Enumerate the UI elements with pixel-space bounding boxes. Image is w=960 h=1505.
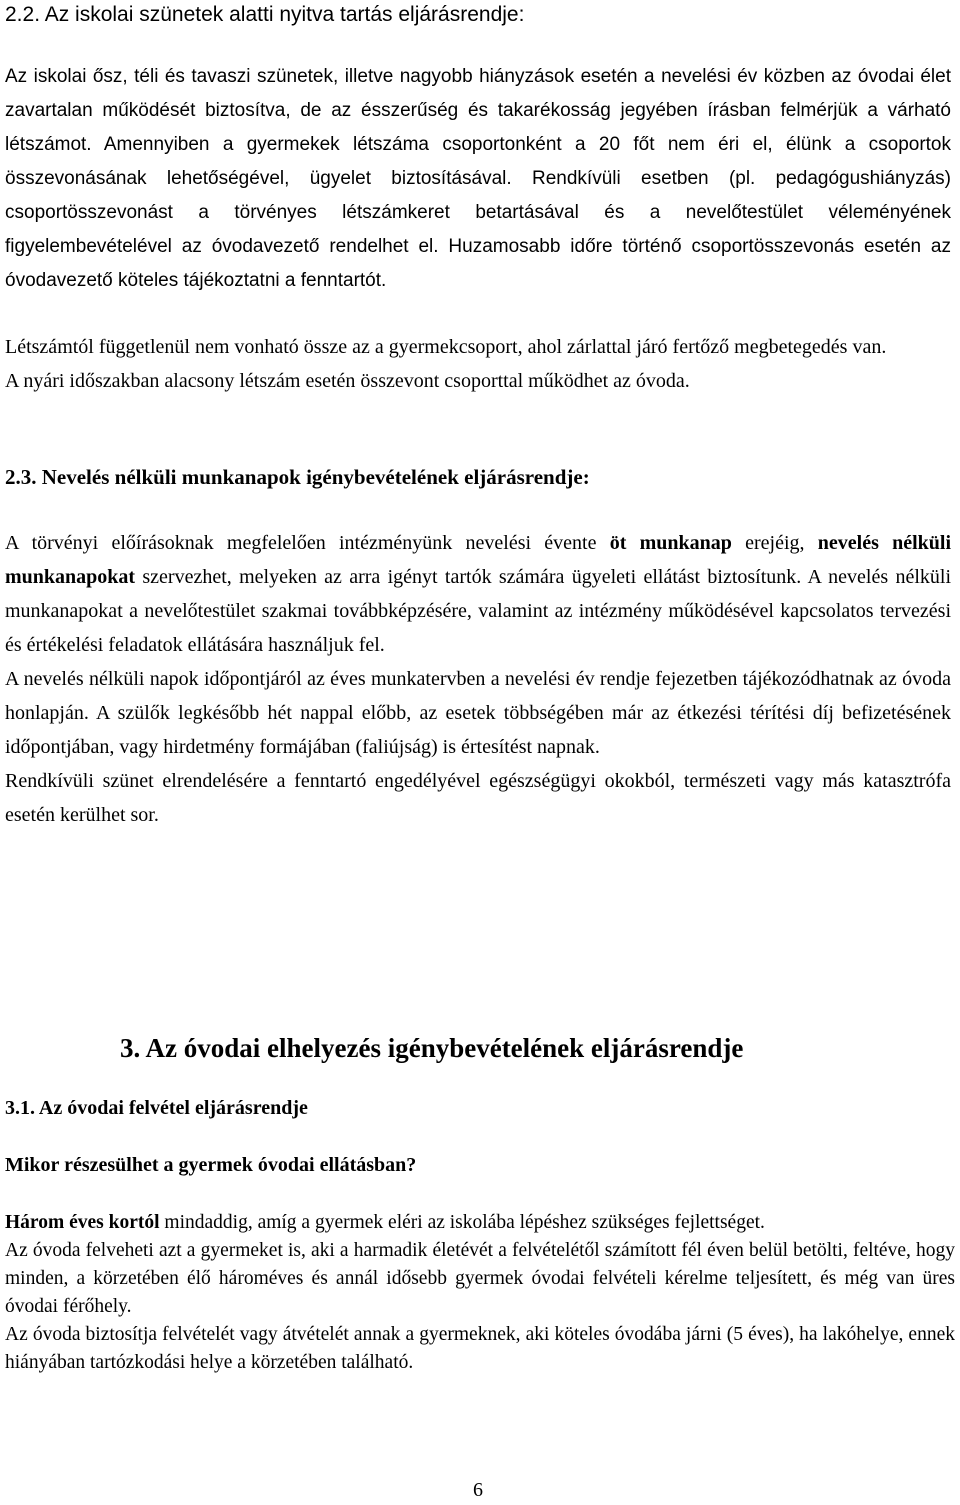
- section-2-3-bold-five-days: öt munkanap: [609, 532, 732, 554]
- section-2-3-body: [5, 526, 951, 832]
- section-3-body: [5, 1209, 955, 1377]
- section-3-paragraph-1: [5, 1209, 955, 1237]
- section-3-paragraph-1-rest: mindaddig, amíg a gyermek eléri az iskolába lépéshez szükséges fejlettséget.: [159, 1212, 765, 1233]
- page-number: 6: [473, 1479, 483, 1501]
- section-2-3-paragraph-1-c: szervezhet, melyeken az arra igényt tartók számára ügyeleti ellátást biztosítunk. A nevelés nélküli munkanapokat a nevelőtestület szakmai továbbképzésére, valamint az intézmény működésével kapcsolatos tervezési és értékelési feladatok ellátására használjuk fel.: [5, 566, 951, 656]
- section-2-2-body: [5, 60, 951, 298]
- section-2-3-paragraph-2: A nevelés nélküli napok időpontjáról az éves munkatervben a nevelési év rendje fejezetben tájékozódhatnak az óvoda honlapján. A szülők legkésőbb hét nappal előbb, az esetek többségében már az étkezési térítési díj befizetésének időpontjában, vagy hirdetmény formájában (faliújság) is értesítést napnak.: [5, 668, 951, 758]
- section-2-2-heading: 2.2. Az iskolai szünetek alatti nyitva tartás eljárásrendje:: [5, 3, 525, 26]
- section-2-2-paragraph-3: A nyári időszakban alacsony létszám esetén összevont csoporttal működhet az óvoda.: [5, 370, 690, 392]
- section-3-paragraph-2: Az óvoda felveheti azt a gyermeket is, aki a harmadik életévét a felvételétől számított fél éven belül betölti, feltéve, hogy minden, a körzetében élő hároméves és annál idősebb gyermek óvodai felvételi kérelme teljesített, és még van üres óvodai férőhely.: [5, 1240, 955, 1317]
- section-2-3-paragraph-1-b: erejéig,: [731, 532, 818, 554]
- section-3-heading: 3. Az óvodai elhelyezés igénybevételének eljárásrendje: [120, 1033, 744, 1063]
- section-2-2-body-serif: [5, 330, 951, 398]
- section-2-3-paragraph-1-a: A törvényi előírásoknak megfelelően intézményünk nevelési évente: [5, 532, 610, 554]
- section-3-bold-age: Három éves kortól: [5, 1212, 160, 1233]
- section-2-2-paragraph-2: Létszámtól függetlenül nem vonható össze az a gyermekcsoport, ahol zárlattal járó fertőző megbetegedés van.: [5, 336, 887, 358]
- section-3-question: Mikor részesülhet a gyermek óvodai ellátásban?: [5, 1154, 417, 1176]
- section-3-1-heading: 3.1. Az óvodai felvétel eljárásrendje: [5, 1097, 308, 1119]
- section-2-3-paragraph-3: Rendkívüli szünet elrendelésére a fenntartó engedélyével egészségügyi okokból, természeti vagy más katasztrófa esetén kerülhet sor.: [5, 770, 951, 826]
- section-2-3-heading: 2.3. Nevelés nélküli munkanapok igénybevételének eljárásrendje:: [5, 465, 590, 489]
- section-2-3-paragraph-1: [5, 526, 951, 662]
- section-2-2-paragraph-1: Az iskolai ősz, téli és tavaszi szünetek, illetve nagyobb hiányzások esetén a nevelési év közben az óvodai élet zavartalan működését biztosítva, de az ésszerűség és takarékosság jegyében írásban felmérjük a várható létszámot. Amennyiben a gyermekek létszáma csoportonként a 20 főt nem éri el, élünk a csoportok összevonásának lehetőségével, ügyelet biztosításával. Rendkívüli esetben (pl. pedagógushiányzás) csoportösszevonást a törvényes létszámkeret betartásával és a nevelőtestület véleményének figyelembevételével az óvodavezető rendelhet el. Huzamosabb időre történő csoportösszevonás esetén az óvodavezető köteles tájékoztatni a fenntartót.: [5, 66, 951, 291]
- section-2-3-bold-workdays: nevelés nélküli munkanapokat: [5, 532, 952, 588]
- section-3-paragraph-3: Az óvoda biztosítja felvételét vagy átvételét annak a gyermeknek, aki köteles óvodába járni (5 éves), ha lakóhelye, ennek hiányában tartózkodási helye a körzetében található.: [5, 1324, 955, 1373]
